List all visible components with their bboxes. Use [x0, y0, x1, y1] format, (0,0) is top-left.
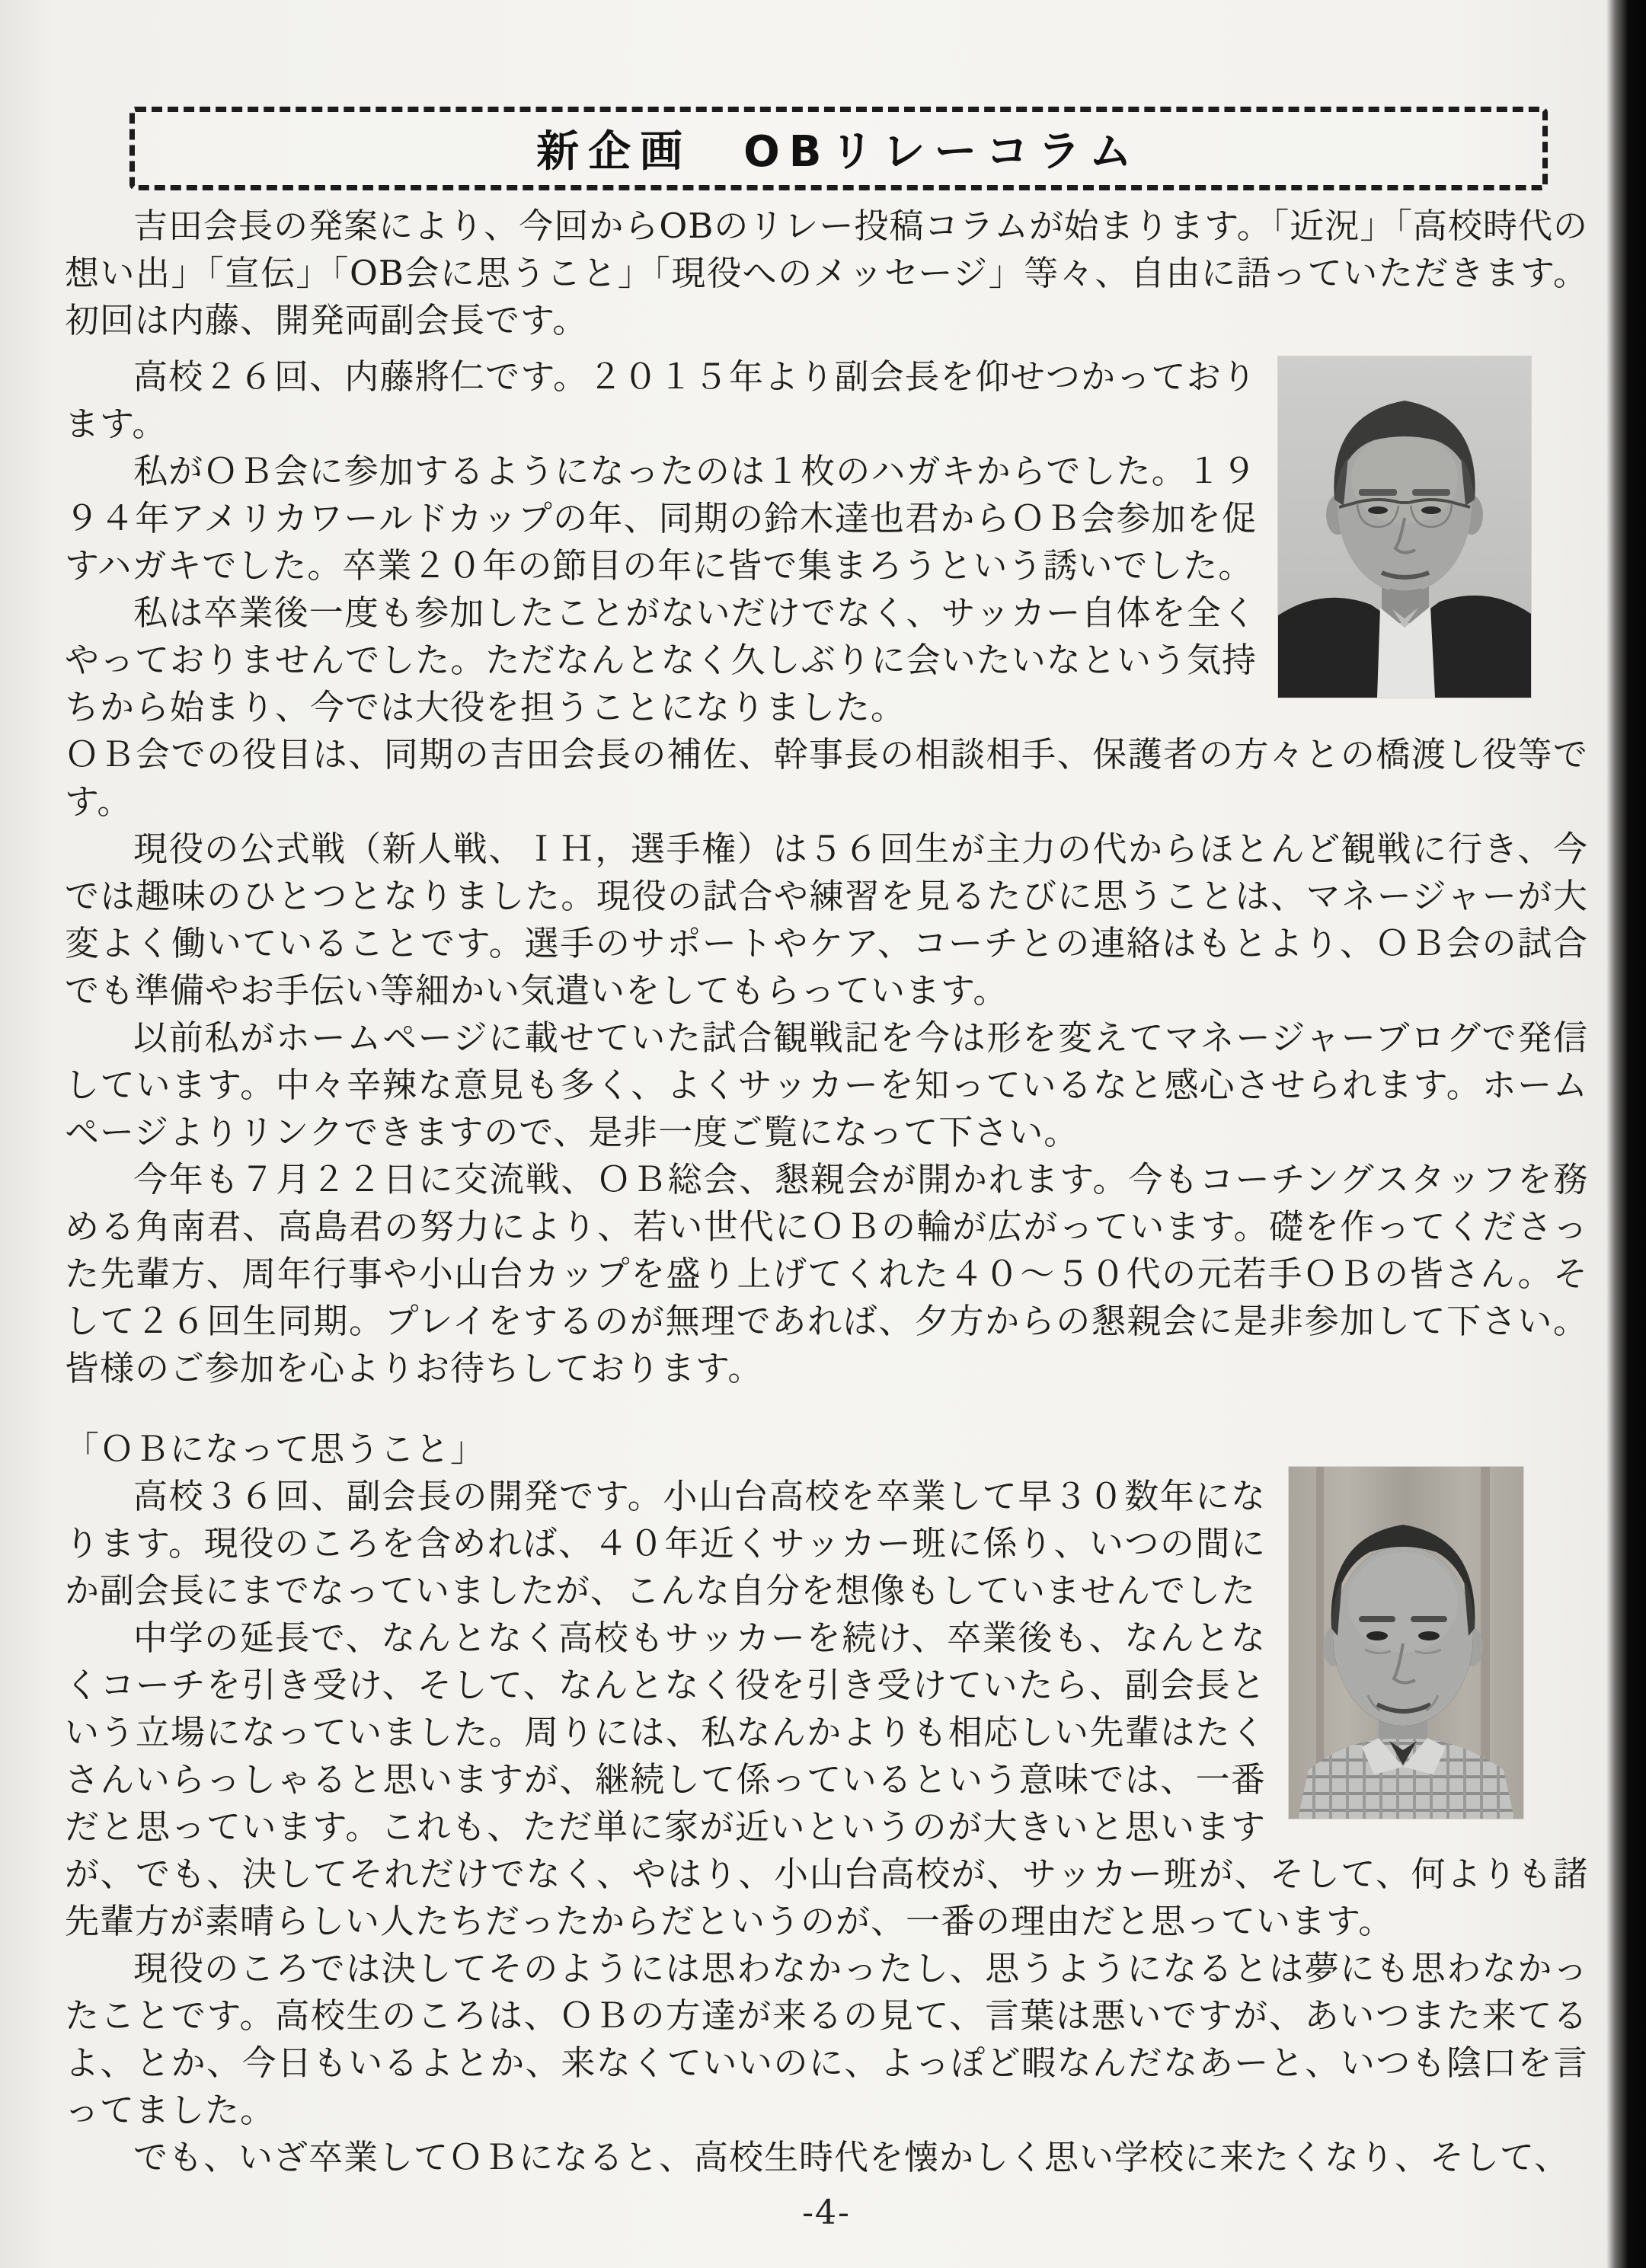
section-kaihatsu-column — [65, 1426, 1588, 2181]
page-content — [65, 107, 1588, 2181]
body-paragraph: 高校３６回、副会長の開発です。小山台高校を卒業して早３０数年になります。現役のころを含めれば、４０年近くサッカー班に係り、いつの間にか副会長にまでなっていましたが、こんな自分を想像もしていませんでした — [65, 1476, 1266, 1611]
body-paragraph: 高校２６回、内藤將仁です。２０１５年より副会長を仰せつかっております。 — [65, 356, 1257, 444]
column-title-box — [129, 107, 1548, 190]
intro-paragraph: 吉田会長の発案により、今回からOBのリレー投稿コラムが始まります。「近況」「高校時代の想い出」「宣伝」「OB会に思うこと」「現役へのメッセージ」等々、自由に語っていただきます。初回は内藤、開発両副会長です。 — [65, 206, 1588, 340]
body-paragraph: 現役の公式戦（新人戦、ＩＨ，選手権）は５６回生が主力の代からほとんど観戦に行き、今では趣味のひとつとなりました。現役の試合や練習を見るたびに思うことは、マネージャーが大変よく働いていることです。選手のサポートやケア、コーチとの連絡はもとより、ＯＢ会の試合でも準備やお手伝い等細かい気遣いをしてもらっています。 — [65, 829, 1588, 1011]
body-paragraph: でも、いざ卒業してＯＢになると、高校生時代を懐かしく思い学校に来たくなり、そして、 — [133, 2137, 1570, 2177]
body-paragraph: 今年も７月２２日に交流戦、ＯＢ総会、懇親会が開かれます。今もコーチングスタッフを務める角南君、高島君の努力により、若い世代にＯＢの輪が広がっています。礎を作ってくださった先輩方、周年行事や小山台カップを盛り上げてくれた４０～５０代の元若手ＯＢの皆さん。そして２６回生同期。プレイをするのが無理であれば、夕方からの懇親会に是非参加して下さい。皆様のご参加を心よりお待ちしております。 — [65, 1159, 1588, 1388]
section-heading: 「ＯＢになって思うこと」 — [65, 1429, 486, 1469]
page-title: 新企画 OBリレーコラム — [536, 127, 1141, 177]
section-naito-column — [65, 353, 1588, 1392]
portrait-man-glasses-suit — [1278, 356, 1531, 698]
naito-portrait-photo — [1278, 356, 1531, 698]
body-paragraph: ＯＢ会での役目は、同期の吉田会長の補佐、幹事長の相談相手、保護者の方々との橋渡し役等です。 — [65, 734, 1588, 822]
body-paragraph: 中学の延長で、なんとなく高校もサッカーを続け、卒業後も、なんとなくコーチを引き受け、そして、なんとなく役を引き受けていたら、副会長という立場になっていました。周りには、私なんかよりも相応しい先輩はたくさんいらっしゃると思いますが、継続して係っているという意味では、一番だと思っています。これも、ただ単に家が近いというのが大きいと思いますが、でも、決してそれだけでなく、やはり、小山台高校が、サッカー班が、そして、何よりも諸先輩方が素晴らしい人たちだったからだというのが、一番の理由だと思っています。 — [65, 1618, 1588, 1941]
portrait-man-plaid-shirt — [1289, 1467, 1523, 1819]
page-number: -4- — [802, 2193, 851, 2232]
body-paragraph: 以前私がホームページに載せていた試合観戦記を今は形を変えてマネージャーブログで発信しています。中々辛辣な意見も多く、よくサッカーを知っているなと感心させられます。ホームページよりリンクできますので、是非一度ご覧になって下さい。 — [65, 1017, 1588, 1152]
kaihatsu-portrait-photo — [1289, 1467, 1523, 1819]
body-paragraph: 私がＯＢ会に参加するようになったのは１枚のハガキからでした。１９９４年アメリカワールドカップの年、同期の鈴木達也君からＯＢ会参加を促すハガキでした。卒業２０年の節目の年に皆で集まろうという誘いでした。 — [65, 451, 1257, 586]
body-paragraph: 私は卒業後一度も参加したことがないだけでなく、サッカー自体を全くやっておりませんでした。ただなんとなく久しぶりに会いたいなという気持ちから始まり、今では大役を担うことになりました。 — [65, 593, 1257, 727]
scan-black-edge — [1606, 0, 1646, 2268]
body-paragraph: 現役のころでは決してそのようには思わなかったし、思うようになるとは夢にも思わなかったことです。高校生のころは、ＯＢの方達が来るの見て、言葉は悪いですが、あいつまた来てるよ、とか、今日もいるよとか、来なくていいのに、よっぽど暇なんだなあーと、いつも陰口を言ってました。 — [65, 1948, 1588, 2130]
